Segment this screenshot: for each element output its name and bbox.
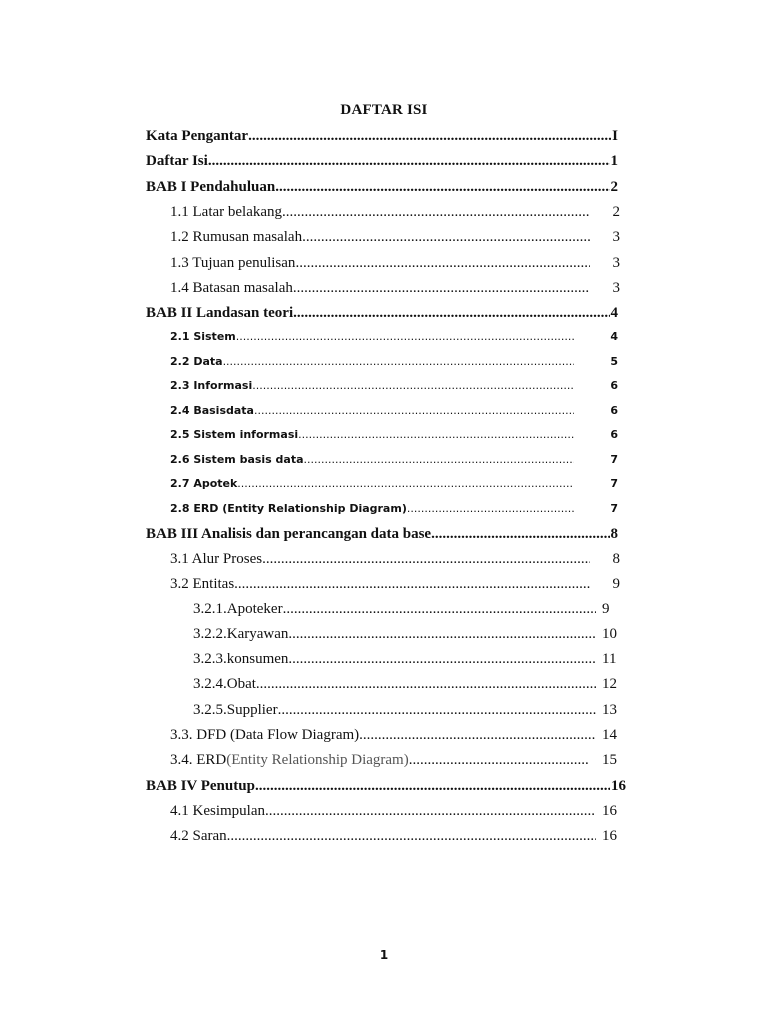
toc-entry-label: Kata Pengantar	[146, 128, 249, 144]
toc-entry-number: 3.2.4.	[193, 676, 227, 692]
toc-leader	[227, 826, 596, 846]
toc-leader	[262, 549, 590, 569]
toc-leader	[248, 126, 611, 146]
toc-subentry	[193, 674, 626, 694]
toc-entry-page: 2	[610, 179, 618, 195]
toc-entry	[170, 474, 618, 494]
toc-entry	[170, 376, 618, 396]
toc-leader	[278, 700, 596, 720]
toc-entry-label: Supplier	[226, 702, 278, 718]
toc-entry	[170, 499, 618, 519]
toc-entry-page: 4	[610, 330, 618, 343]
toc-entry	[170, 253, 620, 273]
toc-leader	[237, 474, 574, 494]
toc-entry-label: BAB IV Penutup	[146, 778, 255, 794]
toc-entry-label: 2.5 Sistem informasi	[170, 428, 299, 441]
toc-leader	[298, 425, 574, 445]
toc-entry-label: 1.1 Latar belakang	[170, 204, 283, 220]
toc-entry	[170, 278, 620, 298]
toc-entry-label: BAB II Landasan teori	[146, 305, 294, 321]
toc-entry-page: 15	[602, 752, 617, 768]
toc-entry-label: 2.2 Data	[170, 355, 223, 368]
toc-entry	[170, 425, 618, 445]
toc-entry	[170, 227, 620, 247]
toc-subentry	[193, 700, 626, 720]
toc-leader	[288, 649, 596, 669]
toc-entry-label: 2.1 Sistem	[170, 330, 236, 343]
toc-entry-page: 7	[610, 477, 618, 490]
toc-entry-page: 13	[602, 702, 617, 718]
toc-entry-label: 1.3 Tujuan penulisan	[170, 255, 296, 271]
page-title: DAFTAR ISI	[340, 102, 428, 118]
page-number: 1	[379, 948, 389, 962]
toc-entry-number: 3.2.1.	[193, 601, 227, 617]
toc-entry-page: 6	[610, 379, 618, 392]
toc-entry-label: 2.6 Sistem basis data	[170, 453, 304, 466]
toc-entry	[170, 574, 620, 594]
toc-entry-page: 3	[612, 280, 620, 296]
toc-entry-label: Karyawan	[226, 626, 289, 642]
toc-entry-page: 1	[610, 153, 618, 169]
toc-entry-page: 2	[612, 204, 620, 220]
toc-entry	[170, 826, 626, 846]
toc-leader	[252, 376, 574, 396]
toc-entry-page: 7	[610, 453, 618, 466]
toc-entry-label: 3.4. ERD	[170, 752, 227, 768]
toc-leader	[234, 574, 590, 594]
toc-entry-label: 3.2 Entitas	[170, 576, 235, 592]
toc-entry-number: 3.2.3.	[193, 651, 227, 667]
toc-chapter	[146, 177, 618, 197]
toc-entry-number: 3.2.2.	[193, 626, 227, 642]
toc-entry-page: 9	[612, 576, 620, 592]
toc-entry	[170, 450, 618, 470]
toc-entry-page: 3	[612, 255, 620, 271]
toc-entry	[170, 352, 618, 372]
toc-leader	[293, 278, 590, 298]
toc-leader	[265, 801, 596, 821]
toc-entry-page: 16	[602, 828, 617, 844]
toc-entry-label: 4.2 Saran	[170, 828, 227, 844]
toc-leader	[431, 524, 609, 544]
toc-entry-label: konsumen	[226, 651, 289, 667]
toc-entry-page: 7	[610, 502, 618, 515]
toc-entry	[170, 801, 626, 821]
toc-entry-label: 2.3 Informasi	[170, 379, 253, 392]
toc-leader	[359, 725, 596, 745]
toc-leader	[293, 303, 609, 323]
toc-entry-page: 12	[602, 676, 617, 692]
toc-entry-label: 3.1 Alur Proses	[170, 551, 263, 567]
toc-chapter	[146, 303, 618, 323]
toc-entry-page: I	[612, 128, 618, 144]
toc-entry-page: 3	[612, 229, 620, 245]
toc-subentry	[193, 599, 626, 619]
toc-entry	[170, 549, 620, 569]
toc-entry-label: 4.1 Kesimpulan	[170, 803, 265, 819]
toc-entry-label: 2.8 ERD (Entity Relationship Diagram)	[170, 502, 407, 515]
toc-entry-number: 3.2.5.	[193, 702, 227, 718]
toc-leader	[283, 599, 596, 619]
toc-entry-label: 3.3. DFD (Data Flow Diagram)	[170, 727, 360, 743]
toc-leader	[409, 750, 588, 770]
toc-entry	[170, 401, 618, 421]
toc-entry	[170, 202, 620, 222]
toc-leader	[282, 202, 590, 222]
toc-leader	[223, 352, 574, 372]
toc-leader	[256, 674, 596, 694]
toc-subentry	[193, 624, 626, 644]
toc-leader	[275, 177, 609, 197]
toc-entry	[170, 750, 626, 770]
toc-entry-page: 16	[602, 803, 617, 819]
toc-leader	[407, 499, 574, 519]
toc-entry-page: 6	[610, 404, 618, 417]
toc-entry-page: 8	[610, 526, 618, 542]
toc-entry-label: 2.4 Basisdata	[170, 404, 254, 417]
toc-leader	[304, 450, 574, 470]
toc-leader	[302, 227, 590, 247]
toc-leader	[288, 624, 596, 644]
toc-entry-page: 4	[610, 305, 618, 321]
toc-entry-label: BAB III Analisis dan perancangan data base	[146, 526, 432, 542]
toc-entry-label: Apoteker	[226, 601, 283, 617]
toc-entry-label: 1.4 Batasan masalah	[170, 280, 293, 296]
toc-entry-label: 2.7 Apotek	[170, 477, 238, 490]
toc-subentry	[193, 649, 626, 669]
toc-chapter	[146, 776, 626, 796]
toc-entry-label: BAB I Pendahuluan	[146, 179, 276, 195]
toc-entry-label: 1.2 Rumusan masalah	[170, 229, 303, 245]
toc-entry-page: 10	[602, 626, 617, 642]
toc-entry-page: 14	[602, 727, 617, 743]
toc-entry-label: Daftar Isi	[146, 153, 208, 169]
toc-leader	[236, 327, 574, 347]
toc-entry-page: 11	[602, 651, 617, 667]
toc-leader	[208, 151, 610, 171]
toc-entry	[146, 151, 618, 171]
toc-entry	[170, 327, 618, 347]
toc-entry	[170, 725, 626, 745]
toc-leader	[255, 776, 610, 796]
toc-entry	[146, 126, 618, 146]
toc-entry-label-subtitle: (Entity Relationship Diagram)	[226, 752, 409, 768]
toc-entry-page: 16	[611, 778, 626, 794]
toc-entry-label: Obat	[226, 676, 256, 692]
toc-chapter	[146, 524, 618, 544]
toc-entry-page: 5	[610, 355, 618, 368]
toc-entry-page: 6	[610, 428, 618, 441]
toc-entry-page: 8	[612, 551, 620, 567]
toc-leader	[254, 401, 574, 421]
toc-entry-page: 9	[602, 601, 610, 617]
toc-leader	[295, 253, 590, 273]
